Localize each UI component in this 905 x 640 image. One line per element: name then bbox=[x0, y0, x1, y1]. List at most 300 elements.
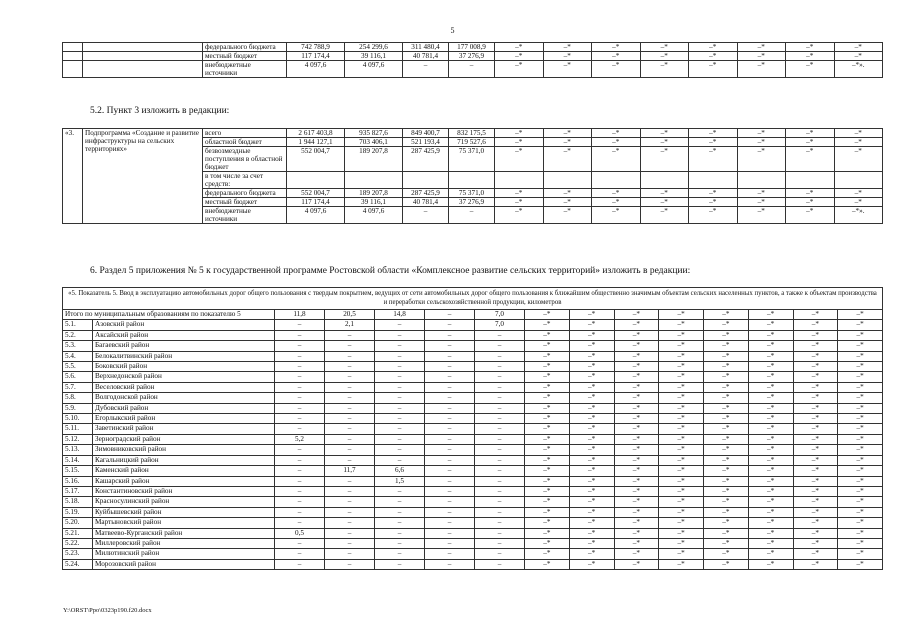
row-number: 5.18. bbox=[63, 497, 93, 507]
amount-cell: 177 008,9 bbox=[449, 43, 495, 52]
dash-cell: –* bbox=[737, 138, 786, 147]
dash-cell: –* bbox=[704, 424, 749, 434]
dash-cell: –* bbox=[793, 393, 838, 403]
amount-cell: 75 371,0 bbox=[449, 147, 495, 172]
amount-cell: 521 193,4 bbox=[403, 138, 449, 147]
dash-cell: –* bbox=[525, 507, 570, 517]
value-cell: – bbox=[375, 528, 425, 538]
value-cell: – bbox=[325, 518, 375, 528]
dash-cell: –* bbox=[793, 414, 838, 424]
dash-cell: –* bbox=[748, 393, 793, 403]
dash-cell: –* bbox=[543, 61, 592, 78]
amount-cell: 832 175,5 bbox=[449, 129, 495, 138]
dash-cell: –* bbox=[614, 445, 659, 455]
value-cell: – bbox=[425, 310, 475, 320]
value-cell: – bbox=[425, 538, 475, 548]
value-cell: – bbox=[375, 486, 425, 496]
dash-cell: –* bbox=[838, 528, 883, 538]
dash-cell: –* bbox=[592, 129, 641, 138]
value-cell: – bbox=[425, 507, 475, 517]
district-row bbox=[63, 434, 883, 444]
empty-cell bbox=[63, 43, 83, 52]
dash-cell: –* bbox=[659, 528, 704, 538]
dash-cell: –* bbox=[704, 455, 749, 465]
dash-cell: –* bbox=[569, 351, 614, 361]
value-cell: – bbox=[475, 424, 525, 434]
dash-cell: –* bbox=[569, 538, 614, 548]
dash-cell: –* bbox=[793, 455, 838, 465]
row-number: 5.16. bbox=[63, 476, 93, 486]
funding-source-cell: федерального бюджета bbox=[203, 43, 287, 52]
dash-cell: –* bbox=[838, 362, 883, 372]
dash-cell: –* bbox=[640, 52, 689, 61]
dash-cell: –* bbox=[704, 320, 749, 330]
dash-cell: –* bbox=[659, 455, 704, 465]
value-cell: – bbox=[425, 382, 475, 392]
dash-cell: –* bbox=[525, 528, 570, 538]
dash-cell: –* bbox=[704, 351, 749, 361]
dash-cell: –* bbox=[659, 445, 704, 455]
dash-cell: –* bbox=[569, 466, 614, 476]
district-name: Милютинский район bbox=[93, 549, 275, 559]
row-number: 5.11. bbox=[63, 424, 93, 434]
amount-cell: 4 097,6 bbox=[345, 61, 403, 78]
dash-cell: –* bbox=[525, 403, 570, 413]
value-cell: – bbox=[475, 393, 525, 403]
dash-cell: –* bbox=[748, 382, 793, 392]
amount-cell bbox=[345, 172, 403, 189]
dash-cell: –* bbox=[525, 310, 570, 320]
dash-cell: –* bbox=[838, 382, 883, 392]
dash-cell: –* bbox=[748, 351, 793, 361]
dash-cell: –* bbox=[659, 559, 704, 569]
funding-source-cell: внебюджетные источники bbox=[203, 207, 287, 224]
dash-cell: –* bbox=[525, 341, 570, 351]
dash-cell: –* bbox=[569, 445, 614, 455]
value-cell: – bbox=[275, 486, 325, 496]
dash-cell: –* bbox=[640, 138, 689, 147]
dash-cell: –* bbox=[793, 351, 838, 361]
dash-cell: –* bbox=[793, 486, 838, 496]
amount-cell: – bbox=[403, 61, 449, 78]
subprogram-name: Подпрограмма «Создание и развитие инфраструктуры на сельских территориях» bbox=[83, 129, 203, 224]
district-name: Багаевский район bbox=[93, 341, 275, 351]
district-row bbox=[63, 414, 883, 424]
value-cell: 2,1 bbox=[325, 320, 375, 330]
dash-cell: –* bbox=[838, 507, 883, 517]
value-cell: – bbox=[375, 320, 425, 330]
dash-cell bbox=[689, 172, 738, 189]
value-cell: – bbox=[425, 341, 475, 351]
heading-6: 6. Раздел 5 приложения № 5 к государственной программе Ростовской области «Комплексное развитие сельских территорий» изложить в редакции: bbox=[90, 266, 691, 276]
value-cell: – bbox=[475, 434, 525, 444]
value-cell: – bbox=[425, 330, 475, 340]
value-cell: – bbox=[275, 341, 325, 351]
value-cell: – bbox=[275, 455, 325, 465]
dash-cell: –* bbox=[704, 434, 749, 444]
row-number: 5.22. bbox=[63, 538, 93, 548]
dash-cell: –* bbox=[495, 43, 544, 52]
funding-source-cell: всего bbox=[203, 129, 287, 138]
dash-cell: –* bbox=[793, 466, 838, 476]
dash-cell: –* bbox=[748, 362, 793, 372]
dash-cell: –* bbox=[659, 341, 704, 351]
dash-cell: –* bbox=[838, 434, 883, 444]
dash-cell: –* bbox=[786, 207, 835, 224]
dash-cell: –* bbox=[614, 497, 659, 507]
value-cell: – bbox=[475, 414, 525, 424]
district-name: Константиновский район bbox=[93, 486, 275, 496]
dash-cell: –* bbox=[838, 518, 883, 528]
value-cell: – bbox=[275, 445, 325, 455]
dash-cell: –* bbox=[659, 330, 704, 340]
dash-cell: –* bbox=[659, 362, 704, 372]
dash-cell: –* bbox=[689, 129, 738, 138]
district-row bbox=[63, 538, 883, 548]
dash-cell: –* bbox=[704, 518, 749, 528]
dash-cell: –* bbox=[569, 310, 614, 320]
dash-cell: –* bbox=[748, 372, 793, 382]
dash-cell: –* bbox=[748, 320, 793, 330]
value-cell: – bbox=[475, 518, 525, 528]
value-cell: – bbox=[475, 455, 525, 465]
amount-cell: 4 097,6 bbox=[345, 207, 403, 224]
value-cell: – bbox=[475, 538, 525, 548]
value-cell: – bbox=[475, 403, 525, 413]
dash-cell: –* bbox=[525, 362, 570, 372]
dash-cell: –* bbox=[614, 528, 659, 538]
value-cell: – bbox=[425, 320, 475, 330]
dash-cell: –* bbox=[838, 414, 883, 424]
row-number: 5.21. bbox=[63, 528, 93, 538]
subprogram-3-table bbox=[62, 128, 883, 224]
table-row bbox=[63, 61, 883, 78]
value-cell: – bbox=[325, 372, 375, 382]
dash-cell: –* bbox=[838, 351, 883, 361]
dash-cell: –* bbox=[748, 518, 793, 528]
dash-cell: –* bbox=[748, 455, 793, 465]
value-cell: – bbox=[325, 351, 375, 361]
value-cell: – bbox=[275, 424, 325, 434]
dash-cell: –* bbox=[614, 486, 659, 496]
funding-source-cell: федерального бюджета bbox=[203, 189, 287, 198]
dash-cell: –* bbox=[793, 362, 838, 372]
dash-cell: –* bbox=[748, 434, 793, 444]
value-cell: – bbox=[375, 549, 425, 559]
value-cell: – bbox=[275, 549, 325, 559]
value-cell: – bbox=[325, 403, 375, 413]
value-cell: – bbox=[375, 351, 425, 361]
dash-cell: –* bbox=[659, 393, 704, 403]
value-cell: – bbox=[325, 497, 375, 507]
dash-cell: –* bbox=[838, 424, 883, 434]
value-cell: – bbox=[325, 455, 375, 465]
dash-cell: –* bbox=[659, 549, 704, 559]
value-cell: – bbox=[275, 497, 325, 507]
amount-cell bbox=[449, 172, 495, 189]
dash-cell: –* bbox=[689, 189, 738, 198]
district-row bbox=[63, 559, 883, 569]
district-row bbox=[63, 518, 883, 528]
dash-cell: –* bbox=[569, 434, 614, 444]
dash-cell: –* bbox=[838, 445, 883, 455]
funding-source-cell: местный бюджет bbox=[203, 198, 287, 207]
dash-cell: –* bbox=[737, 52, 786, 61]
dash-cell: –* bbox=[659, 310, 704, 320]
dash-cell bbox=[737, 172, 786, 189]
dash-cell: –* bbox=[834, 138, 883, 147]
dash-cell: –* bbox=[592, 61, 641, 78]
dash-cell: –* bbox=[525, 372, 570, 382]
dash-cell: –* bbox=[838, 559, 883, 569]
dash-cell: –* bbox=[543, 147, 592, 172]
dash-cell: –* bbox=[614, 351, 659, 361]
district-row bbox=[63, 382, 883, 392]
dash-cell: –* bbox=[659, 351, 704, 361]
dash-cell: –* bbox=[592, 189, 641, 198]
dash-cell: –* bbox=[525, 476, 570, 486]
value-cell: – bbox=[475, 362, 525, 372]
dash-cell: –* bbox=[569, 393, 614, 403]
value-cell: – bbox=[375, 341, 425, 351]
row-number: 5.1. bbox=[63, 320, 93, 330]
dash-cell: –* bbox=[748, 310, 793, 320]
dash-cell: –* bbox=[834, 198, 883, 207]
value-cell: – bbox=[425, 424, 475, 434]
amount-cell: 254 299,6 bbox=[345, 43, 403, 52]
value-cell: – bbox=[475, 445, 525, 455]
value-cell: – bbox=[325, 341, 375, 351]
value-cell: – bbox=[425, 518, 475, 528]
dash-cell: –* bbox=[748, 549, 793, 559]
row-number: 5.8. bbox=[63, 393, 93, 403]
value-cell: – bbox=[475, 549, 525, 559]
value-cell: – bbox=[375, 393, 425, 403]
value-cell: – bbox=[275, 538, 325, 548]
district-row bbox=[63, 455, 883, 465]
value-cell: – bbox=[275, 414, 325, 424]
value-cell: – bbox=[425, 549, 475, 559]
value-cell: – bbox=[425, 559, 475, 569]
dash-cell: –* bbox=[786, 43, 835, 52]
dash-cell: –* bbox=[640, 189, 689, 198]
value-cell: – bbox=[475, 351, 525, 361]
amount-cell: 2 617 403,8 bbox=[287, 129, 345, 138]
empty-cell bbox=[83, 52, 203, 61]
value-cell: – bbox=[475, 466, 525, 476]
amount-cell: 552 004,7 bbox=[287, 189, 345, 198]
empty-cell bbox=[83, 61, 203, 78]
dash-cell: –* bbox=[543, 207, 592, 224]
dash-cell: –* bbox=[569, 497, 614, 507]
dash-cell: –* bbox=[640, 198, 689, 207]
dash-cell: –* bbox=[704, 310, 749, 320]
dash-cell: –* bbox=[525, 538, 570, 548]
funding-source-cell: внебюджетные источники bbox=[203, 61, 287, 78]
district-name: Куйбышевский район bbox=[93, 507, 275, 517]
dash-cell: –* bbox=[640, 61, 689, 78]
value-cell: – bbox=[375, 434, 425, 444]
dash-cell: –* bbox=[793, 310, 838, 320]
value-cell: 6,6 bbox=[375, 466, 425, 476]
amount-cell: 37 276,9 bbox=[449, 198, 495, 207]
dash-cell: –* bbox=[659, 372, 704, 382]
dash-cell: –* bbox=[793, 538, 838, 548]
value-cell: – bbox=[275, 320, 325, 330]
value-cell: – bbox=[325, 414, 375, 424]
value-cell: – bbox=[425, 466, 475, 476]
value-cell: – bbox=[325, 330, 375, 340]
dash-cell: –* bbox=[834, 189, 883, 198]
district-name: Мартыновский район bbox=[93, 518, 275, 528]
amount-cell: – bbox=[449, 61, 495, 78]
dash-cell: –* bbox=[748, 559, 793, 569]
dash-cell: –* bbox=[838, 538, 883, 548]
value-cell: – bbox=[425, 455, 475, 465]
row-number: 5.20. bbox=[63, 518, 93, 528]
value-cell: – bbox=[275, 351, 325, 361]
dash-cell bbox=[640, 172, 689, 189]
dash-cell: –* bbox=[592, 147, 641, 172]
dash-cell: –* bbox=[786, 61, 835, 78]
dash-cell: –* bbox=[793, 403, 838, 413]
row-number: 5.10. bbox=[63, 414, 93, 424]
value-cell: – bbox=[425, 476, 475, 486]
dash-cell: –* bbox=[569, 518, 614, 528]
row-number: 5.15. bbox=[63, 466, 93, 476]
dash-cell: –* bbox=[748, 528, 793, 538]
district-row bbox=[63, 403, 883, 413]
funding-source-cell: местный бюджет bbox=[203, 52, 287, 61]
dash-cell: –* bbox=[689, 43, 738, 52]
dash-cell: –* bbox=[659, 476, 704, 486]
dash-cell: –* bbox=[834, 147, 883, 172]
total-label: Итого по муниципальным образованиям по показателю 5 bbox=[63, 310, 275, 320]
dash-cell: –* bbox=[838, 310, 883, 320]
dash-cell: –* bbox=[838, 497, 883, 507]
district-row bbox=[63, 528, 883, 538]
value-cell: – bbox=[425, 486, 475, 496]
amount-cell: 935 827,6 bbox=[345, 129, 403, 138]
value-cell: – bbox=[275, 403, 325, 413]
amount-cell: 552 004,7 bbox=[287, 147, 345, 172]
dash-cell: –* bbox=[569, 507, 614, 517]
district-row bbox=[63, 341, 883, 351]
dash-cell: –* bbox=[543, 43, 592, 52]
dash-cell: –* bbox=[748, 445, 793, 455]
dash-cell: –* bbox=[793, 559, 838, 569]
dash-cell: –* bbox=[786, 198, 835, 207]
amount-cell: 4 097,6 bbox=[287, 61, 345, 78]
dash-cell: –* bbox=[737, 61, 786, 78]
empty-cell bbox=[63, 61, 83, 78]
dash-cell: –* bbox=[659, 382, 704, 392]
dash-cell: –* bbox=[495, 129, 544, 138]
row-number: 5.9. bbox=[63, 403, 93, 413]
heading-5-2: 5.2. Пункт 3 изложить в редакции: bbox=[90, 106, 230, 116]
dash-cell: –* bbox=[786, 52, 835, 61]
value-cell: 1,5 bbox=[375, 476, 425, 486]
value-cell: – bbox=[275, 330, 325, 340]
value-cell: – bbox=[325, 445, 375, 455]
value-cell: 11,7 bbox=[325, 466, 375, 476]
value-cell: – bbox=[425, 434, 475, 444]
dash-cell: –* bbox=[525, 414, 570, 424]
dash-cell: –* bbox=[659, 424, 704, 434]
dash-cell: –* bbox=[748, 538, 793, 548]
district-name: Кашарский район bbox=[93, 476, 275, 486]
dash-cell: –* bbox=[543, 138, 592, 147]
table-row bbox=[63, 129, 883, 138]
dash-cell: –* bbox=[592, 43, 641, 52]
dash-cell: –* bbox=[737, 198, 786, 207]
value-cell: – bbox=[375, 507, 425, 517]
district-name: Веселовский район bbox=[93, 382, 275, 392]
dash-cell: –* bbox=[704, 403, 749, 413]
dash-cell: –* bbox=[569, 330, 614, 340]
dash-cell: –* bbox=[569, 320, 614, 330]
district-row bbox=[63, 445, 883, 455]
value-cell: – bbox=[375, 497, 425, 507]
district-name: Кагальницкий район bbox=[93, 455, 275, 465]
dash-cell: –*». bbox=[834, 61, 883, 78]
dash-cell: –* bbox=[793, 341, 838, 351]
district-name: Боковский район bbox=[93, 362, 275, 372]
dash-cell: –* bbox=[640, 43, 689, 52]
district-name: Заветинский район bbox=[93, 424, 275, 434]
amount-cell bbox=[403, 172, 449, 189]
funding-source-cell: в том числе за счет средств: bbox=[203, 172, 287, 189]
dash-cell: –* bbox=[793, 497, 838, 507]
amount-cell: – bbox=[449, 207, 495, 224]
dash-cell: –* bbox=[689, 61, 738, 78]
indicator-5-table bbox=[62, 287, 883, 570]
value-cell: – bbox=[275, 518, 325, 528]
dash-cell: –* bbox=[569, 549, 614, 559]
dash-cell: –* bbox=[592, 198, 641, 207]
dash-cell: –* bbox=[614, 466, 659, 476]
dash-cell: –* bbox=[748, 403, 793, 413]
dash-cell: –* bbox=[614, 330, 659, 340]
dash-cell: –* bbox=[793, 518, 838, 528]
district-name: Каменский район bbox=[93, 466, 275, 476]
dash-cell: –* bbox=[525, 330, 570, 340]
table-caption-row bbox=[63, 288, 883, 310]
dash-cell: –*». bbox=[834, 207, 883, 224]
dash-cell: –* bbox=[793, 372, 838, 382]
dash-cell: –* bbox=[834, 129, 883, 138]
value-cell: – bbox=[325, 538, 375, 548]
value-cell: – bbox=[425, 497, 475, 507]
value-cell: – bbox=[475, 372, 525, 382]
dash-cell: –* bbox=[704, 528, 749, 538]
value-cell: – bbox=[375, 372, 425, 382]
table-caption: «5. Показатель 5. Ввод в эксплуатацию автомобильных дорог общего пользования с твердым покрытием, ведущих от сети автомобильных дорог общего пользования к ближайшим общественно значимым объектам сельских населенных пунктов, а также к объектам производства и переработки сельскохозяйственной продукции, километров bbox=[63, 288, 883, 310]
district-row bbox=[63, 393, 883, 403]
dash-cell: –* bbox=[614, 372, 659, 382]
dash-cell: –* bbox=[569, 382, 614, 392]
value-cell: – bbox=[275, 559, 325, 569]
dash-cell: –* bbox=[614, 414, 659, 424]
dash-cell: –* bbox=[525, 424, 570, 434]
dash-cell: –* bbox=[525, 497, 570, 507]
dash-cell: –* bbox=[748, 424, 793, 434]
dash-cell: –* bbox=[704, 372, 749, 382]
value-cell: – bbox=[425, 351, 475, 361]
dash-cell: –* bbox=[495, 52, 544, 61]
value-cell: – bbox=[475, 528, 525, 538]
dash-cell: –* bbox=[525, 455, 570, 465]
